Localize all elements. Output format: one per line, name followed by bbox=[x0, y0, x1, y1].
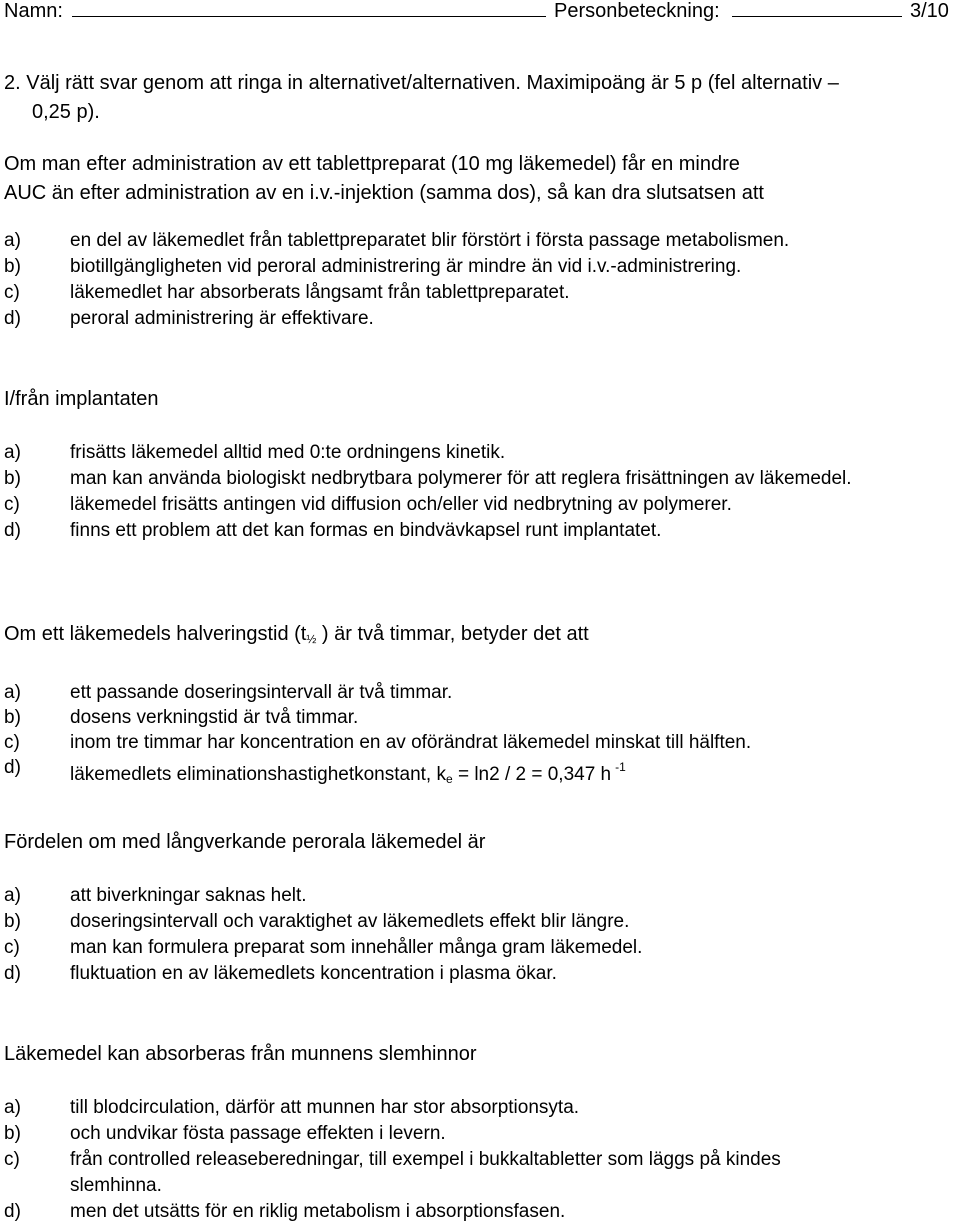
question-3-stem: Om ett läkemedels halveringstid ($t_{\frac{1}{2}}$ ) är två timmar, betyder det att bbox=[4, 623, 589, 646]
option-c[interactable]: c) man kan formulera preparat som innehåller många gram läkemedel. bbox=[4, 937, 643, 958]
page-header bbox=[4, 0, 954, 24]
option-a[interactable]: a) att biverkningar saknas helt. bbox=[4, 885, 307, 906]
instruction bbox=[4, 69, 954, 127]
option-a[interactable]: a) till blodcirculation, därför att munnen har stor absorptionsyta. bbox=[4, 1097, 580, 1118]
instruction-line-1: 2. Välj rätt svar genom att ringa in alternativet/alternativen. Maximipoäng är 5 p (fel alternativ – bbox=[4, 72, 839, 94]
option-b[interactable]: b) biotillgängligheten vid peroral administrering är mindre än vid i.v.-administrering. bbox=[4, 256, 742, 277]
option-b[interactable]: b) doseringsintervall och varaktighet av läkemedlets effekt blir längre. bbox=[4, 911, 630, 932]
question-4-stem: Fördelen om med långverkande perorala läkemedel är bbox=[4, 831, 486, 853]
question-3 bbox=[4, 620, 954, 792]
option-a[interactable]: a) en del av läkemedlet från tablettpreparatet blir förstört i första passage metabolismen. bbox=[4, 230, 790, 251]
id-label: Personbeteckning: bbox=[554, 0, 720, 22]
question-5 bbox=[4, 1040, 954, 1225]
question-4-options bbox=[4, 883, 954, 987]
option-d[interactable]: d) läkemedlets eliminationshastighetkonstant, $k_e = \ln 2 / 2 = 0,347$ h $^{-1}$ bbox=[4, 757, 626, 786]
question-5-options bbox=[4, 1095, 954, 1225]
option-c[interactable]: c) från controlled releaseberedningar, till exempel i bukkaltabletter som läggs på kindes slemhinna. bbox=[4, 1149, 781, 1196]
question-3-options bbox=[4, 680, 954, 792]
question-1-stem-line-1: Om man efter administration av ett tablettpreparat (10 mg läkemedel) får en mindre bbox=[4, 153, 740, 175]
question-2-stem: I/från implantaten bbox=[4, 388, 159, 410]
option-b[interactable]: b) och undvikar fösta passage effekten i levern. bbox=[4, 1123, 446, 1144]
option-c[interactable]: c) läkemedel frisätts antingen vid diffusion och/eller vid nedbrytning av polymerer. bbox=[4, 494, 732, 515]
option-d[interactable]: d) finns ett problem att det kan formas en bindvävkapsel runt implantatet. bbox=[4, 520, 662, 541]
option-d[interactable]: d) fluktuation en av läkemedlets koncentration i plasma ökar. bbox=[4, 963, 557, 984]
question-1 bbox=[4, 150, 954, 332]
option-c[interactable]: c) inom tre timmar har koncentration en av oförändrat läkemedel minskat till hälften. bbox=[4, 732, 752, 753]
option-d[interactable]: d) men det utsätts för en riklig metabolism i absorptionsfasen. bbox=[4, 1201, 566, 1222]
question-1-options bbox=[4, 228, 954, 332]
option-b[interactable]: b) man kan använda biologiskt nedbrytbara polymerer för att reglera frisättningen av läkemedel. bbox=[4, 468, 852, 489]
question-2 bbox=[4, 385, 954, 544]
option-a[interactable]: a) ett passande doseringsintervall är två timmar. bbox=[4, 682, 453, 703]
question-1-stem-line-2: AUC än efter administration av en i.v.-injektion (samma dos), så kan dra slutsatsen att bbox=[4, 182, 764, 204]
question-4 bbox=[4, 828, 954, 987]
question-2-options bbox=[4, 440, 954, 544]
option-b[interactable]: b) dosens verkningstid är två timmar. bbox=[4, 707, 359, 728]
page-number: 3/10 bbox=[910, 0, 949, 22]
option-a[interactable]: a) frisätts läkemedel alltid med 0:te ordningens kinetik. bbox=[4, 442, 506, 463]
option-d[interactable]: d) peroral administrering är effektivare. bbox=[4, 308, 374, 329]
question-5-stem: Läkemedel kan absorberas från munnens slemhinnor bbox=[4, 1043, 477, 1065]
name-label: Namn: bbox=[4, 0, 63, 22]
option-c[interactable]: c) läkemedlet har absorberats långsamt från tablettpreparatet. bbox=[4, 282, 570, 303]
instruction-line-2: 0,25 p). bbox=[32, 101, 100, 123]
